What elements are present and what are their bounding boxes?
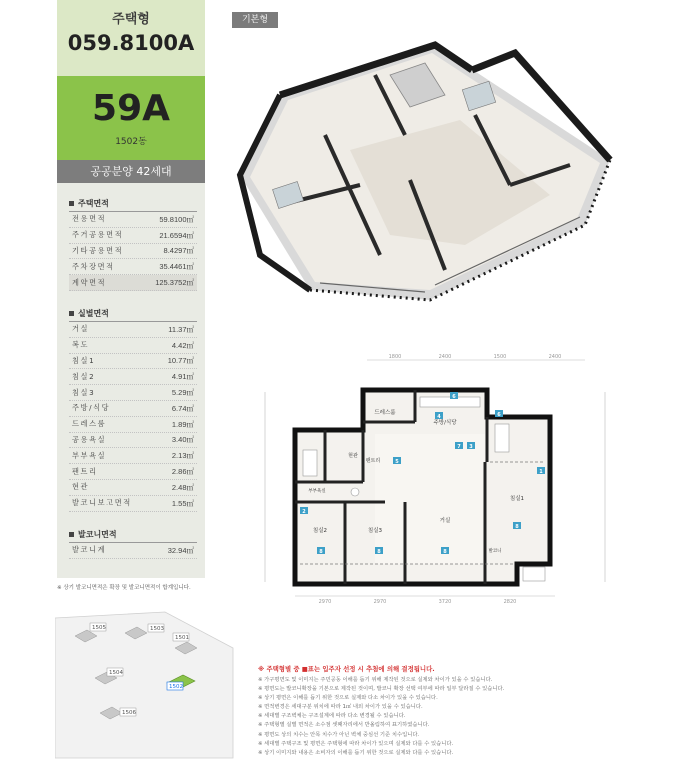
room-row: 발코니보고면적 1.55㎡ (69, 496, 197, 512)
type-code: 059.8100A (67, 31, 195, 55)
note-item: ※ 주택형별 실별 면적은 소수점 셋째자리에서 반올림하여 표기하였습니다. (258, 722, 430, 729)
site-map (55, 608, 235, 763)
plan-toilet (351, 488, 359, 496)
room-label-kitchen: 주방/식당 (433, 420, 457, 426)
site-label: 1505 (92, 625, 106, 631)
room-row: 침실2 4.91㎡ (69, 369, 197, 385)
room-label-living: 거실 (439, 518, 451, 524)
note-item: ※ 가구평면도 및 이미지는 주민공동 이해를 돕기 위해 제작된 것으로 실제와 차이가 있을 수 있습니다. (258, 677, 493, 683)
room-row: 부부욕실 2.13㎡ (69, 448, 197, 464)
room-row: 침실1 10.77㎡ (69, 354, 197, 370)
area-row-total: 계약면적 125.3752㎡ (69, 275, 197, 291)
balcony-area-section (69, 528, 197, 559)
plan-marker: 7 (457, 444, 461, 450)
note-item: ※ 상기 이미지와 내용은 소비자의 이해를 돕기 위한 것으로 실제와 다를 수 있습니다. (258, 749, 454, 756)
plan-marker: 1 (539, 469, 543, 475)
site-label: 1504 (109, 670, 123, 676)
notes-heading: ※ 주택형별 중 ■표는 입주자 선정 시 추첨에 의해 결정됩니다. (258, 665, 435, 673)
plan-bathtub (303, 450, 317, 476)
dong-label: 1502동 (115, 137, 147, 147)
plan-balcony-unit (523, 567, 545, 581)
room-label-bed1: 침실1 (509, 496, 525, 502)
area-row: 전용면적 59.8100㎡ (69, 212, 197, 228)
plan-marker: 8 (377, 549, 381, 555)
plan-marker: 8 (319, 549, 323, 555)
plan-top-dim: 1800 (388, 354, 402, 360)
room-area-title: 실별면적 (69, 307, 197, 319)
plan-marker: 8 (443, 549, 447, 555)
room-row: 드레스룸 1.89㎡ (69, 417, 197, 433)
note-item: ※ 세대별 구조벽체는 구조설계에 따라 다소 변경될 수 있습니다. (258, 713, 406, 720)
room-label-bath: 부부욕실 (308, 489, 326, 494)
plan-marker: 2 (302, 509, 306, 515)
area-row: 기타공용면적 8.4297㎡ (69, 244, 197, 260)
note-item: ※ 평면도 상의 치수는 안목 치수가 아닌 벽체 중심선 기준 치수입니다. (258, 731, 420, 738)
type-short: 59A (92, 88, 170, 129)
room-row: 거실 11.37㎡ (69, 322, 197, 338)
plan-living-zone (375, 434, 485, 564)
type-label: 주택형 (112, 12, 150, 27)
room-area-section (69, 307, 197, 512)
plan-marker: 3 (469, 444, 473, 450)
bullet-icon (69, 532, 74, 537)
isometric-floorplan-image (220, 35, 620, 325)
site-label: 1503 (150, 626, 164, 632)
footnote: ※ 상기 발코니면적은 확장 및 발코니면적이 합계입니다. (57, 585, 191, 591)
room-label-bed2: 침실2 (312, 528, 328, 534)
room-label-balcony: 발코니 (488, 549, 502, 554)
plan-top-dim: 2400 (438, 354, 452, 360)
site-label: 1506 (122, 710, 136, 716)
site-label-current: 1502 (169, 684, 183, 690)
bullet-icon (69, 311, 74, 316)
room-row: 공용욕실 3.40㎡ (69, 433, 197, 449)
balcony-area-title: 발코니면적 (69, 528, 197, 540)
note-item: ※ 상기 평면은 이해를 돕기 위한 것으로 실제와 다소 차이가 있을 수 있습니다. (258, 695, 438, 702)
site-label: 1501 (175, 635, 189, 641)
plan-bottom-dim: 2970 (373, 599, 387, 604)
notes-block (258, 664, 670, 758)
balcony-row: 발코니계 32.94㎡ (69, 543, 197, 559)
type-header (57, 0, 205, 76)
room-row: 팬트리 2.86㎡ (69, 464, 197, 480)
type-main (57, 76, 205, 160)
room-row: 주방/식당 6.74㎡ (69, 401, 197, 417)
basic-type-badge: 기본형 (232, 12, 278, 28)
bullet-icon (69, 201, 74, 206)
floor-plan-drawing (255, 352, 615, 604)
room-row: 복도 4.42㎡ (69, 338, 197, 354)
note-item: ※ 평면도는 발코니확장을 기본으로 제작된 것이며, 발코니 확장 선택 여부에 따라 일부 달라질 수 있습니다. (258, 686, 505, 693)
type-info-panel (57, 0, 205, 578)
plan-marker: 5 (395, 459, 399, 465)
plan-marker: 4 (437, 414, 441, 420)
room-label-hyungwan: 현관 (348, 453, 358, 459)
plan-bottom-dim: 2820 (503, 599, 517, 604)
housing-area-title: 주택면적 (69, 197, 197, 209)
supply-bar: 공공분양 42세대 (57, 160, 205, 183)
note-item: ※ 세대별 주택구조 및 평면은 주택형에 따라 차이가 있으며 실제와 다를 수 있습니다. (258, 740, 454, 747)
plan-marker: 8 (515, 524, 519, 530)
room-label-dress: 드레스룸 (374, 410, 396, 416)
area-row: 주차장면적 35.4461㎡ (69, 259, 197, 275)
plan-top-dim: 1500 (493, 354, 507, 360)
plan-marker: 6 (452, 394, 456, 400)
housing-area-section (69, 197, 197, 291)
room-label-bed3: 침실3 (367, 528, 383, 534)
note-item: ※ 면적변경은 세대구분 위치에 따라 1㎡ 내외 차이가 있을 수 있습니다. (258, 704, 423, 711)
plan-bottom-dim: 2970 (318, 599, 332, 604)
plan-bath-fixture (495, 424, 509, 452)
plan-bottom-dim: 3720 (438, 599, 452, 604)
room-row: 현관 2.48㎡ (69, 480, 197, 496)
area-row: 주거공용면적 21.6594㎡ (69, 228, 197, 244)
room-row: 침실3 5.29㎡ (69, 385, 197, 401)
room-label-pantry: 팬트리 (365, 458, 381, 464)
plan-marker: 6 (497, 412, 501, 418)
plan-top-dim: 2400 (548, 354, 562, 360)
